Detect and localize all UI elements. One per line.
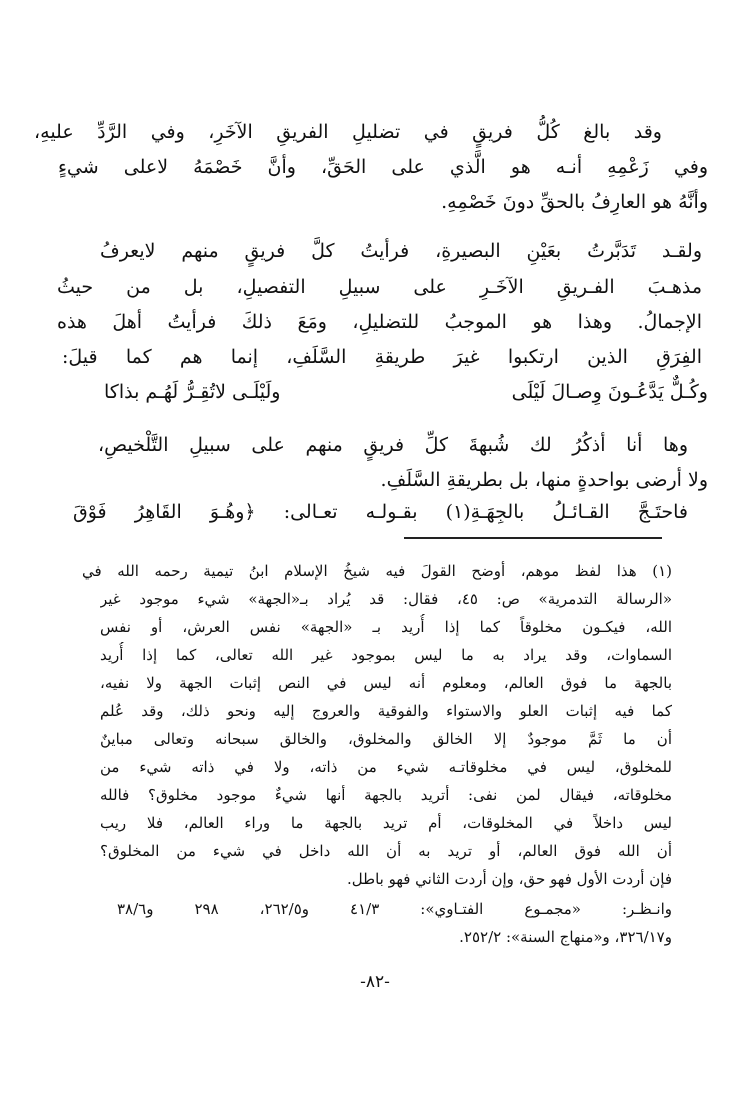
poem-verse xyxy=(104,375,708,409)
text-line: وقد بالغ كُلُّ فريقٍ في تضليلِ الفريقِ الآخَرِ، وفي الرَّدِّ عليهِ، xyxy=(34,121,662,143)
poem-second-hemistich: ولَيْلَـى لاتُقِـرُّ لَهُـم بذاكا xyxy=(104,381,281,403)
text-line: ولا أرضى بواحدةٍ منها، بل بطريقةِ السَّلَفِ. xyxy=(380,469,708,491)
footnote-line: كما فيه إثبات العلو والاستواء والفوقية والعروج إليه ونحو ذلك، وقد عُلم xyxy=(100,702,672,720)
poem-first-hemistich: وكُـلٌّ يَدَّعُـونَ وِصـالَ لَيْلَى xyxy=(511,381,708,403)
footnote-line: مخلوقاته، فيقال لمن نفى: أتريد بالجهة أنها شيءٌ موجود مخلوق؟ فالله xyxy=(100,786,672,804)
text-line: فاحتَـجَّ القـائـلُ بالجِهَـةِ(١) بقـولـه تعـالى: ﴿وهُـوَ القَاهِرُ فَوْقَ xyxy=(73,501,688,523)
footnote-line: وانـظـر: «مجمـوع الفتـاوي»: ٤١/٣ و٢٦٢/٥، ٢٩٨ و٣٨/٦ xyxy=(117,900,672,918)
text-line: ولقـد تَدَبَّرتُ بعَيْنِ البصيرةِ، فرأيتُ كلَّ فريقٍ منهم لايعرفُ xyxy=(100,240,702,262)
text-line: مذهـبَ الفـريقِ الآخَـرِ على سبيلِ التفصيلِ، بل من حيثُ xyxy=(57,276,702,298)
footnote-line: للمخلوق، ليس في مخلوقاتـه شيء من ذاته، ولا في ذاته شيء من xyxy=(100,758,672,776)
footnote-line: فإن أردت الأول فهو حق، وإن أردت الثاني فهو باطل. xyxy=(347,870,672,888)
text-line: الإجمالُ. وهذا هو الموجبُ للتضليلِ، ومَعَ ذلكَ فرأيتُ أهلَ هذه xyxy=(57,311,702,333)
footnote-line: بالجهة ما فوق العالم، ومعلوم أنه ليس في النص إثبات الجهة ولا نفيه، xyxy=(100,674,672,692)
text-line: وأنَّهُ هو العارِفُ بالحقِّ دونَ خَصْمِهِ. xyxy=(441,191,708,213)
footnote-line: (١) هذا لفظ موهم، أوضح القولَ فيه شيخُ الإسلام ابنُ تيمية رحمه الله في xyxy=(82,562,672,580)
text-line: وفي زَعْمِهِ أنـه هو الَّذي على الحَقِّ، وأنَّ خَصْمَهُ لاعلى شيءٍ xyxy=(58,156,708,178)
footnote-separator xyxy=(404,537,662,539)
footnote-line: أن ما ثَمَّ موجودٌ إلا الخالق والمخلوق، والخالق سبحانه وتعالى مباينٌ xyxy=(100,730,672,748)
page-number: -٨٢- xyxy=(360,972,390,992)
footnote-line: ليس داخلاً في المخلوقات، أم تريد بالجهة ما وراء العالم، فلا ريب xyxy=(100,814,672,832)
footnote-line: السماوات، وقد يراد به ما ليس بموجود غير الله تعالى، كما إذا أُريد xyxy=(100,646,672,664)
footnote-line: و٣٢٦/١٧، و«منهاج السنة»: ٢٥٢/٢. xyxy=(459,928,672,946)
footnote-line: الله، فيكـون مخلوقاً كما إذا أُريد بـ «الجهة» نفس العرش، أو نفس xyxy=(100,618,672,636)
text-line: وها أنا أذكُرُ لك شُبهةَ كلِّ فريقٍ منهم على سبيلِ التَّلْخيصِ، xyxy=(98,434,688,456)
footnote-line: «الرسالة التدمرية» ص: ٤٥، فقال: قد يُراد بـ«الجهة» شيء موجود غير xyxy=(100,590,672,608)
footnote-line: أن الله فوق العالم، أو تريد به أن الله داخل في شيء من المخلوق؟ xyxy=(100,842,672,860)
text-line: الفِرَقِ الذين ارتكبوا غيرَ طريقةِ السَّلَفِ، إنما هم كما قيلَ: xyxy=(62,346,702,368)
